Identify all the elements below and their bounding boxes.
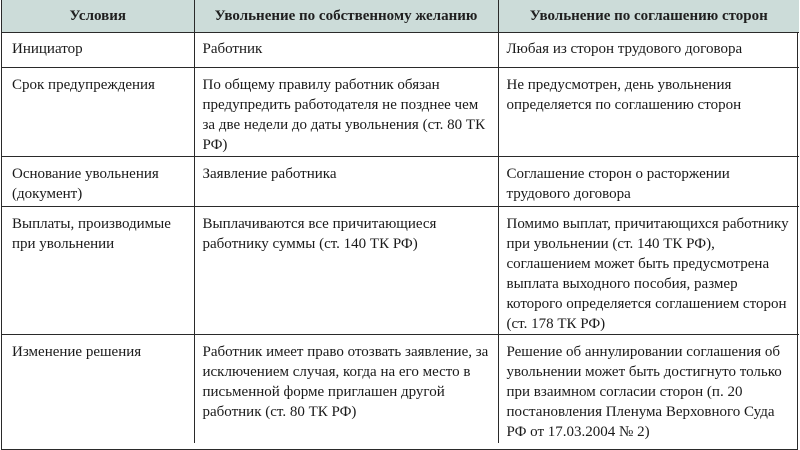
cell-agreement: Не предусмотрен, день увольнения определяется по соглашению сторон (498, 68, 799, 157)
table-row (2, 157, 799, 207)
cell-condition: Изменение решения (2, 335, 194, 444)
header-conditions: Условия (2, 0, 194, 33)
cell-own-will: Заявление работника (194, 157, 498, 207)
cell-own-will: По общему правилу работник обязан предупредить работодателя не позднее чем за две недели до даты увольнения (ст. 80 ТК РФ) (194, 68, 498, 157)
header-own-will: Увольнение по собственному желанию (194, 0, 498, 33)
cell-condition: Инициатор (2, 33, 194, 68)
table-header-row (2, 0, 799, 33)
cell-own-will: Работник (194, 33, 498, 68)
comparison-table (2, 0, 799, 443)
comparison-table-container (1, 0, 798, 450)
cell-condition: Срок предупреждения (2, 68, 194, 157)
cell-condition: Основание увольнения (документ) (2, 157, 194, 207)
table-row (2, 33, 799, 68)
cell-own-will: Выплачиваются все причитающиеся работнику суммы (ст. 140 ТК РФ) (194, 207, 498, 335)
table-row (2, 335, 799, 444)
cell-agreement: Помимо выплат, причитающихся работнику при увольнении (ст. 140 ТК РФ), соглашением может быть предусмотрена выплата выходного пособия, размер которого определяется соглашением сторон (ст. 178 ТК РФ) (498, 207, 799, 335)
table-row (2, 68, 799, 157)
cell-own-will: Работник имеет право отозвать заявление, за исключением случая, когда на его место в письменной форме приглашен другой работник (ст. 80 ТК РФ) (194, 335, 498, 444)
cell-condition: Выплаты, производимые при увольнении (2, 207, 194, 335)
cell-agreement: Соглашение сторон о расторжении трудового договора (498, 157, 799, 207)
cell-agreement: Любая из сторон трудового договора (498, 33, 799, 68)
table-row (2, 207, 799, 335)
header-agreement: Увольнение по соглашению сторон (498, 0, 799, 33)
cell-agreement: Решение об аннулировании соглашения об увольнении может быть достигнуто только при взаимном согласии сторон (п. 20 постановления Пленума Верховного Суда РФ от 17.03.2004 № 2) (506, 344, 782, 440)
